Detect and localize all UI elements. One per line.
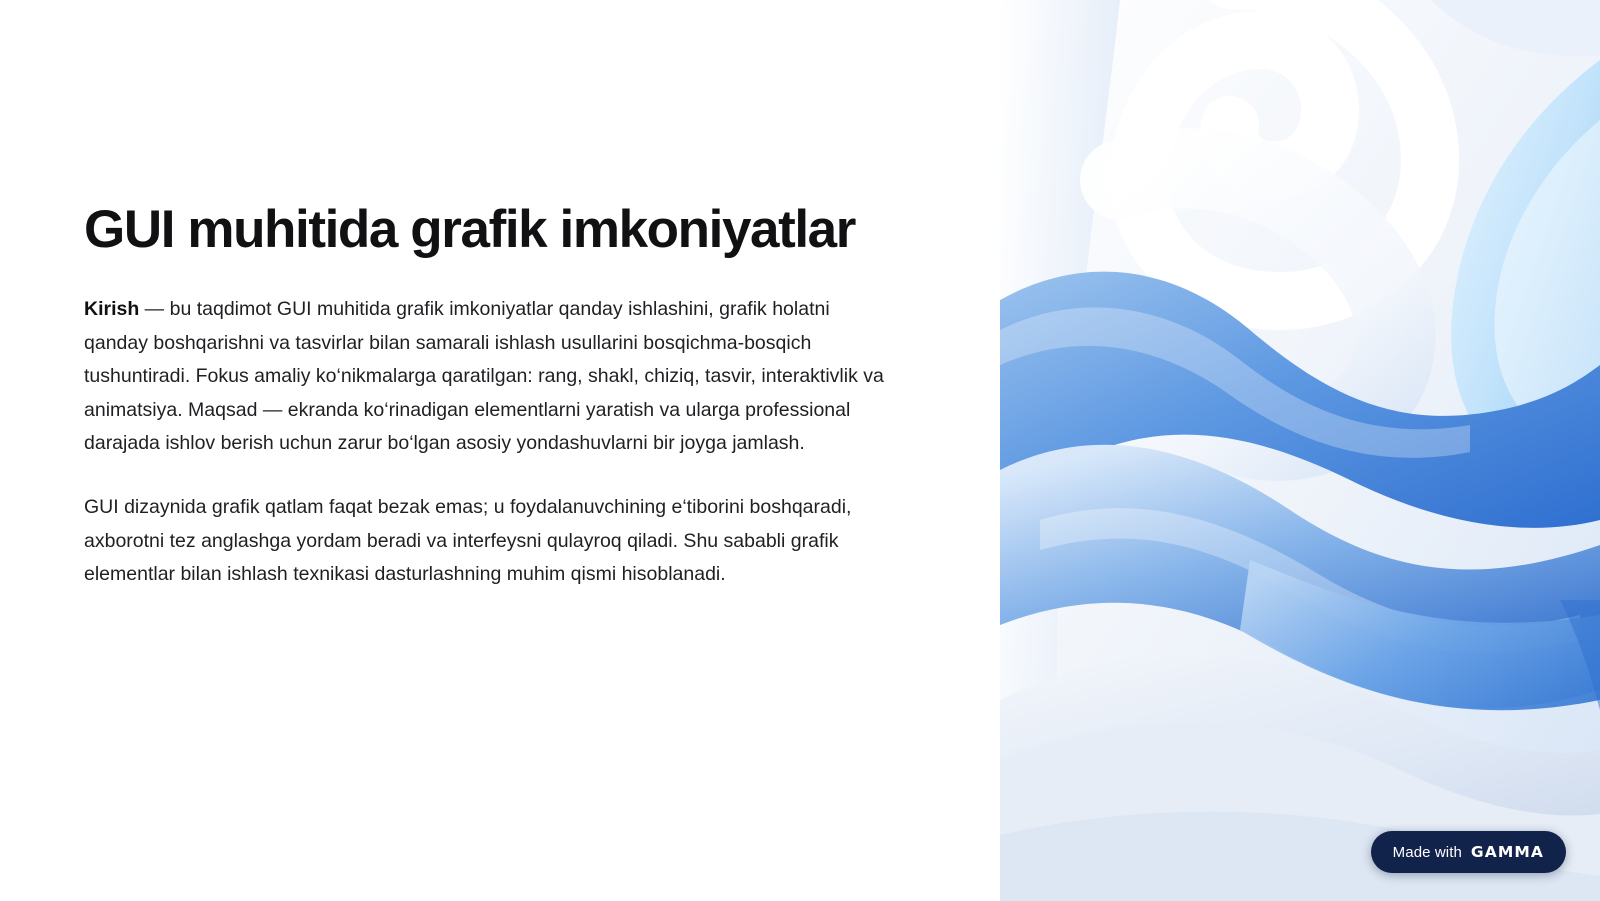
page-title: GUI muhitida grafik imkoniyatlar <box>84 200 855 259</box>
silk-waves-illustration <box>1000 0 1600 901</box>
decorative-artwork <box>1000 0 1600 901</box>
gamma-logo-text: GAMMA <box>1470 843 1544 861</box>
paragraph-intro <box>84 293 894 461</box>
paragraph-secondary-text: GUI dizaynida grafik qatlam faqat bezak emas; u foydalanuvchining e‘tiborini boshqaradi, axborotni tez anglashga yordam beradi va interfeysni qulayroq qiladi. Shu sababli grafik elementlar bilan ishlash texnikasi dasturlashning muhim qismi hisoblanadi. <box>84 496 852 586</box>
badge-prefix-label: Made with <box>1392 843 1462 861</box>
paragraph-lead: Kirish <box>84 298 140 321</box>
paragraph-secondary <box>84 491 894 592</box>
paragraph-intro-text: — bu taqdimot GUI muhitida grafik imkoniyatlar qanday ishlashini, grafik holatni qanday boshqarishni va tasvirlar bilan samarali ishlash usullarini bosqichma-bosqich tushuntiradi. Fokus amaliy ko‘nikmalarga qaratilgan: rang, shakl, chiziq, tasvir, interaktivlik va animatsiya. Maqsad — ekranda ko‘rinadigan elementlarni yaratish va ularga professional darajada ishlov berish uchun zarur bo‘lgan asosiy yondashuvlarni bir joyga jamlash. <box>84 298 884 455</box>
made-with-gamma-badge[interactable] <box>1371 831 1566 873</box>
